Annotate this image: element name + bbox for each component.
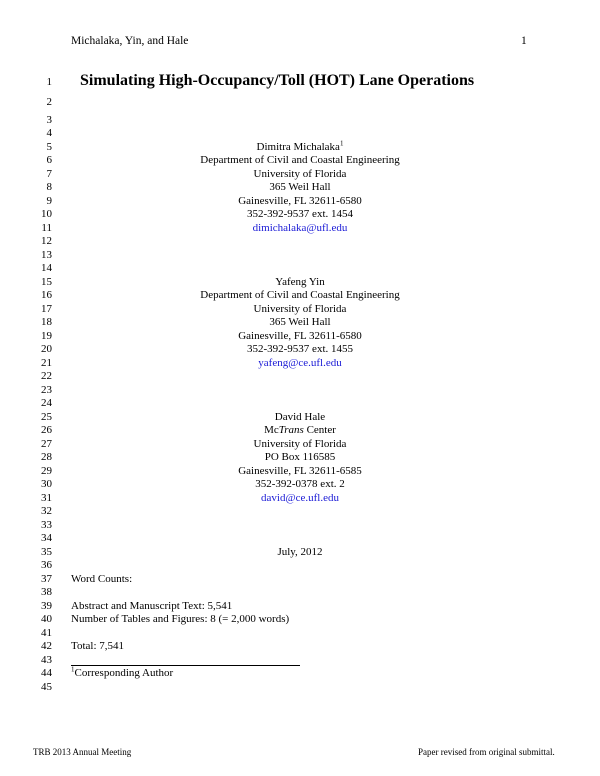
line-number: 6	[46, 154, 52, 166]
line-number: 15	[41, 276, 52, 288]
author-name: Yafeng Yin	[275, 276, 325, 288]
line-number: 31	[41, 492, 52, 504]
line-number: 10	[41, 208, 52, 220]
line-number: 41	[41, 627, 52, 639]
line-number: 17	[41, 303, 52, 315]
author-email-link[interactable]: dimichalaka@ufl.edu	[252, 222, 348, 234]
author-address: PO Box 116585	[264, 451, 336, 463]
line-number: 45	[41, 681, 52, 693]
line-number: 34	[41, 532, 52, 544]
line-number: 43	[41, 654, 52, 666]
line-number: 40	[41, 613, 52, 625]
author-city: Gainesville, FL 32611-6585	[238, 465, 362, 477]
line-number: 44	[41, 667, 52, 679]
line-number: 5	[46, 141, 52, 153]
line-number: 27	[41, 438, 52, 450]
line-number: 1	[46, 76, 52, 88]
line-number: 20	[41, 343, 52, 355]
line-number: 42	[41, 640, 52, 652]
line-number: 4	[46, 127, 52, 139]
line-number: 13	[41, 249, 52, 261]
author-phone: 352-392-9537 ext. 1454	[246, 208, 353, 220]
author-institution: University of Florida	[253, 438, 347, 450]
author-address: 365 Weil Hall	[269, 316, 331, 328]
line-number: 28	[41, 451, 52, 463]
line-number: 12	[41, 235, 52, 247]
author-email-link[interactable]: david@ce.ufl.edu	[261, 492, 339, 504]
line-number: 24	[41, 397, 52, 409]
line-number: 3	[46, 114, 52, 126]
line-number: 26	[41, 424, 52, 436]
line-number: 2	[46, 96, 52, 108]
abstract-manuscript-count: Abstract and Manuscript Text: 5,541	[71, 600, 233, 612]
line-number: 29	[41, 465, 52, 477]
author-email-row	[100, 357, 500, 369]
line-number: 11	[41, 222, 52, 234]
author-city: Gainesville, FL 32611-6580	[238, 195, 362, 207]
running-header-authors: Michalaka, Yin, and Hale	[71, 35, 189, 47]
footnote-rule	[71, 665, 300, 666]
page-number: 1	[521, 35, 527, 47]
line-number: 23	[41, 384, 52, 396]
author-email-row	[100, 222, 500, 234]
author-phone: 352-392-9537 ext. 1455	[246, 343, 353, 355]
footnote: $^1$Corresponding Author	[71, 665, 174, 679]
footer-revision-note: Paper revised from original submittal.	[418, 747, 555, 757]
author-address: 365 Weil Hall	[269, 181, 331, 193]
line-number: 18	[41, 316, 52, 328]
author-phone: 352-392-0378 ext. 2	[255, 478, 345, 490]
submission-date: July, 2012	[277, 546, 323, 558]
word-counts-heading: Word Counts:	[71, 573, 133, 585]
line-number: 21	[41, 357, 52, 369]
line-number: 19	[41, 330, 52, 342]
line-number: 14	[41, 262, 52, 274]
author-institution: University of Florida	[253, 303, 347, 315]
line-number: 38	[41, 586, 52, 598]
line-number: 22	[41, 370, 52, 382]
author-institution: University of Florida	[253, 168, 347, 180]
author-email-link[interactable]: yafeng@ce.ufl.edu	[258, 357, 342, 369]
author-email-row	[100, 492, 500, 504]
author-department: Department of Civil and Coastal Engineering	[200, 154, 400, 166]
line-number: 16	[41, 289, 52, 301]
line-number: 30	[41, 478, 52, 490]
author-name: Dimitra Michalaka$^1$	[256, 139, 344, 153]
tables-figures-count: Number of Tables and Figures: 8 (= 2,000 words)	[71, 613, 290, 625]
total-count: Total: 7,541	[71, 640, 125, 652]
line-number: 36	[41, 559, 52, 571]
author-department: Department of Civil and Coastal Engineering	[200, 289, 400, 301]
author-city: Gainesville, FL 32611-6580	[238, 330, 362, 342]
line-number: 32	[41, 505, 52, 517]
line-number: 25	[41, 411, 52, 423]
footnote-marker: 1	[71, 665, 75, 674]
line-number: 39	[41, 600, 52, 612]
author-center: McTrans Center	[264, 424, 336, 436]
footer-meeting: TRB 2013 Annual Meeting	[33, 747, 132, 757]
line-number: 7	[46, 168, 52, 180]
line-number: 33	[41, 519, 52, 531]
footnote-marker: 1	[339, 139, 344, 148]
author-name: David Hale	[274, 411, 326, 423]
line-number: 35	[41, 546, 52, 558]
paper-title: Simulating High-Occupancy/Toll (HOT) Lane Operations	[80, 72, 475, 89]
line-number: 8	[46, 181, 52, 193]
line-number: 37	[41, 573, 52, 585]
line-number: 9	[46, 195, 52, 207]
